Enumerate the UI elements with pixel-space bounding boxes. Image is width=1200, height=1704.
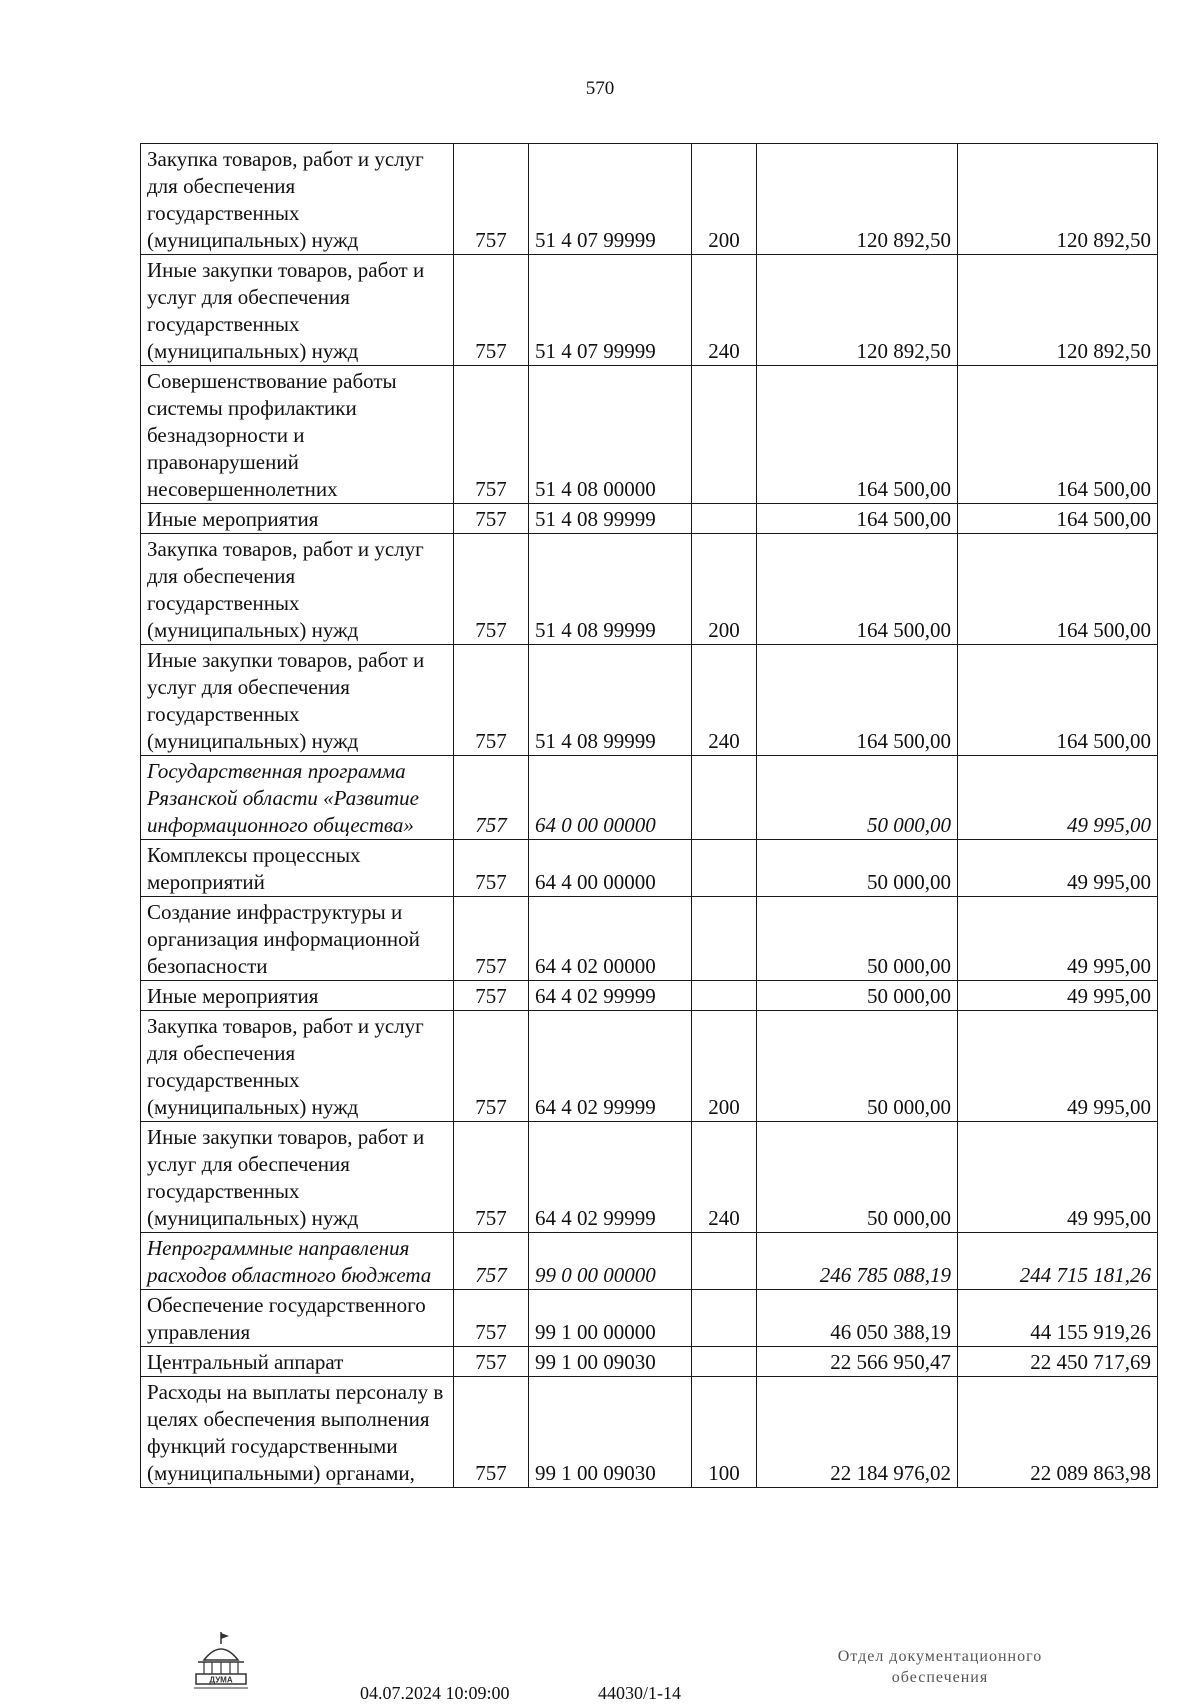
- row-expense-type-cell: [692, 1347, 757, 1377]
- row-code-cell: 757: [454, 1347, 529, 1377]
- row-target-article-cell: 64 4 02 00000: [529, 897, 692, 981]
- row-amount-planned-cell: 164 500,00: [757, 645, 958, 756]
- row-amount-executed-cell: 49 995,00: [958, 897, 1158, 981]
- row-code-cell: 757: [454, 504, 529, 534]
- row-target-article-cell: 51 4 08 99999: [529, 534, 692, 645]
- table-row: [141, 840, 1158, 897]
- table-row: [141, 645, 1158, 756]
- table-row: [141, 897, 1158, 981]
- row-code-cell: 757: [454, 840, 529, 897]
- row-name-cell: Комплексы процессных мероприятий: [141, 840, 454, 897]
- row-code-cell: 757: [454, 897, 529, 981]
- row-name-cell: Иные закупки товаров, работ и услуг для обеспечения государственных (муниципальных) нужд: [141, 1122, 454, 1233]
- row-code-cell: 757: [454, 255, 529, 366]
- table-row: [141, 981, 1158, 1011]
- row-name-cell: Государственная программа Рязанской области «Развитие информационного общества»: [141, 756, 454, 840]
- row-amount-planned-cell: 50 000,00: [757, 981, 958, 1011]
- row-name-cell: Иные закупки товаров, работ и услуг для обеспечения государственных (муниципальных) нужд: [141, 645, 454, 756]
- table-row: [141, 1377, 1158, 1488]
- row-amount-executed-cell: 164 500,00: [958, 534, 1158, 645]
- row-target-article-cell: 99 0 00 00000: [529, 1233, 692, 1290]
- row-expense-type-cell: [692, 1290, 757, 1347]
- row-expense-type-cell: 200: [692, 1011, 757, 1122]
- row-amount-executed-cell: 22 450 717,69: [958, 1347, 1158, 1377]
- row-code-cell: 757: [454, 144, 529, 255]
- row-expense-type-cell: [692, 897, 757, 981]
- row-expense-type-cell: [692, 366, 757, 504]
- row-amount-planned-cell: 164 500,00: [757, 504, 958, 534]
- row-amount-executed-cell: 120 892,50: [958, 144, 1158, 255]
- department-stamp: [780, 1646, 1100, 1688]
- row-amount-planned-cell: 50 000,00: [757, 756, 958, 840]
- row-name-cell: Иные мероприятия: [141, 504, 454, 534]
- row-code-cell: 757: [454, 1290, 529, 1347]
- row-amount-planned-cell: 246 785 088,19: [757, 1233, 958, 1290]
- row-name-cell: Непрограммные направления расходов областного бюджета: [141, 1233, 454, 1290]
- table-row: [141, 756, 1158, 840]
- row-code-cell: 757: [454, 756, 529, 840]
- row-target-article-cell: 51 4 07 99999: [529, 144, 692, 255]
- table-row: [141, 1122, 1158, 1233]
- row-name-cell: Иные мероприятия: [141, 981, 454, 1011]
- table-row: [141, 1011, 1158, 1122]
- row-amount-planned-cell: 120 892,50: [757, 255, 958, 366]
- page-number: 570: [585, 78, 615, 99]
- row-expense-type-cell: [692, 981, 757, 1011]
- row-expense-type-cell: [692, 840, 757, 897]
- row-expense-type-cell: 240: [692, 645, 757, 756]
- row-amount-executed-cell: 164 500,00: [958, 366, 1158, 504]
- row-amount-executed-cell: 49 995,00: [958, 981, 1158, 1011]
- row-code-cell: 757: [454, 534, 529, 645]
- row-target-article-cell: 64 4 02 99999: [529, 1011, 692, 1122]
- row-amount-planned-cell: 46 050 388,19: [757, 1290, 958, 1347]
- row-expense-type-cell: [692, 1233, 757, 1290]
- row-name-cell: Обеспечение государственного управления: [141, 1290, 454, 1347]
- row-code-cell: 757: [454, 1011, 529, 1122]
- row-amount-executed-cell: 44 155 919,26: [958, 1290, 1158, 1347]
- row-amount-executed-cell: 164 500,00: [958, 645, 1158, 756]
- row-expense-type-cell: 240: [692, 1122, 757, 1233]
- row-code-cell: 757: [454, 645, 529, 756]
- logo-text: ДУМА: [209, 1675, 233, 1685]
- row-target-article-cell: 99 1 00 00000: [529, 1290, 692, 1347]
- row-target-article-cell: 51 4 07 99999: [529, 255, 692, 366]
- row-target-article-cell: 64 4 02 99999: [529, 1122, 692, 1233]
- stamp-line-2: обеспечения: [891, 1669, 989, 1686]
- table-row: [141, 366, 1158, 504]
- table-row: [141, 1347, 1158, 1377]
- row-target-article-cell: 51 4 08 99999: [529, 645, 692, 756]
- row-amount-executed-cell: 22 089 863,98: [958, 1377, 1158, 1488]
- row-name-cell: Иные закупки товаров, работ и услуг для обеспечения государственных (муниципальных) нужд: [141, 255, 454, 366]
- row-code-cell: 757: [454, 1377, 529, 1488]
- row-name-cell: Совершенствование работы системы профилактики безнадзорности и правонарушений несовершеннолетних: [141, 366, 454, 504]
- footer-datetime: 04.07.2024 10:09:00: [360, 1683, 510, 1703]
- row-target-article-cell: 51 4 08 99999: [529, 504, 692, 534]
- row-expense-type-cell: [692, 504, 757, 534]
- row-amount-planned-cell: 22 566 950,47: [757, 1347, 958, 1377]
- table-row: [141, 534, 1158, 645]
- row-amount-planned-cell: 50 000,00: [757, 897, 958, 981]
- row-amount-executed-cell: 244 715 181,26: [958, 1233, 1158, 1290]
- duma-building-icon: [190, 1630, 252, 1690]
- row-expense-type-cell: 240: [692, 255, 757, 366]
- row-name-cell: Центральный аппарат: [141, 1347, 454, 1377]
- row-target-article-cell: 64 4 02 99999: [529, 981, 692, 1011]
- row-amount-planned-cell: 164 500,00: [757, 534, 958, 645]
- row-expense-type-cell: 100: [692, 1377, 757, 1488]
- table-row: [141, 504, 1158, 534]
- row-target-article-cell: 99 1 00 09030: [529, 1347, 692, 1377]
- footer-doc-number: 44030/1-14: [598, 1683, 681, 1703]
- row-amount-planned-cell: 22 184 976,02: [757, 1377, 958, 1488]
- table-row: [141, 1290, 1158, 1347]
- row-name-cell: Закупка товаров, работ и услуг для обеспечения государственных (муниципальных) нужд: [141, 144, 454, 255]
- row-amount-executed-cell: 49 995,00: [958, 1011, 1158, 1122]
- table-row: [141, 144, 1158, 255]
- row-expense-type-cell: 200: [692, 144, 757, 255]
- row-amount-planned-cell: 50 000,00: [757, 840, 958, 897]
- row-amount-planned-cell: 120 892,50: [757, 144, 958, 255]
- row-amount-executed-cell: 49 995,00: [958, 840, 1158, 897]
- row-code-cell: 757: [454, 981, 529, 1011]
- row-amount-executed-cell: 120 892,50: [958, 255, 1158, 366]
- row-name-cell: Закупка товаров, работ и услуг для обеспечения государственных (муниципальных) нужд: [141, 534, 454, 645]
- row-target-article-cell: 51 4 08 00000: [529, 366, 692, 504]
- stamp-line-1: Отдел документационного: [837, 1648, 1043, 1665]
- row-target-article-cell: 99 1 00 09030: [529, 1377, 692, 1488]
- row-amount-planned-cell: 50 000,00: [757, 1011, 958, 1122]
- row-amount-executed-cell: 49 995,00: [958, 1122, 1158, 1233]
- row-expense-type-cell: 200: [692, 534, 757, 645]
- row-code-cell: 757: [454, 1233, 529, 1290]
- budget-table: [140, 143, 1158, 1488]
- row-target-article-cell: 64 0 00 00000: [529, 756, 692, 840]
- row-name-cell: Закупка товаров, работ и услуг для обеспечения государственных (муниципальных) нужд: [141, 1011, 454, 1122]
- row-amount-executed-cell: 49 995,00: [958, 756, 1158, 840]
- row-code-cell: 757: [454, 366, 529, 504]
- row-amount-planned-cell: 50 000,00: [757, 1122, 958, 1233]
- row-amount-executed-cell: 164 500,00: [958, 504, 1158, 534]
- row-name-cell: Создание инфраструктуры и организация информационной безопасности: [141, 897, 454, 981]
- row-name-cell: Расходы на выплаты персоналу в целях обеспечения выполнения функций государственными (муниципальными) органами,: [141, 1377, 454, 1488]
- row-code-cell: 757: [454, 1122, 529, 1233]
- row-amount-planned-cell: 164 500,00: [757, 366, 958, 504]
- table-row: [141, 1233, 1158, 1290]
- row-target-article-cell: 64 4 00 00000: [529, 840, 692, 897]
- row-expense-type-cell: [692, 756, 757, 840]
- table-row: [141, 255, 1158, 366]
